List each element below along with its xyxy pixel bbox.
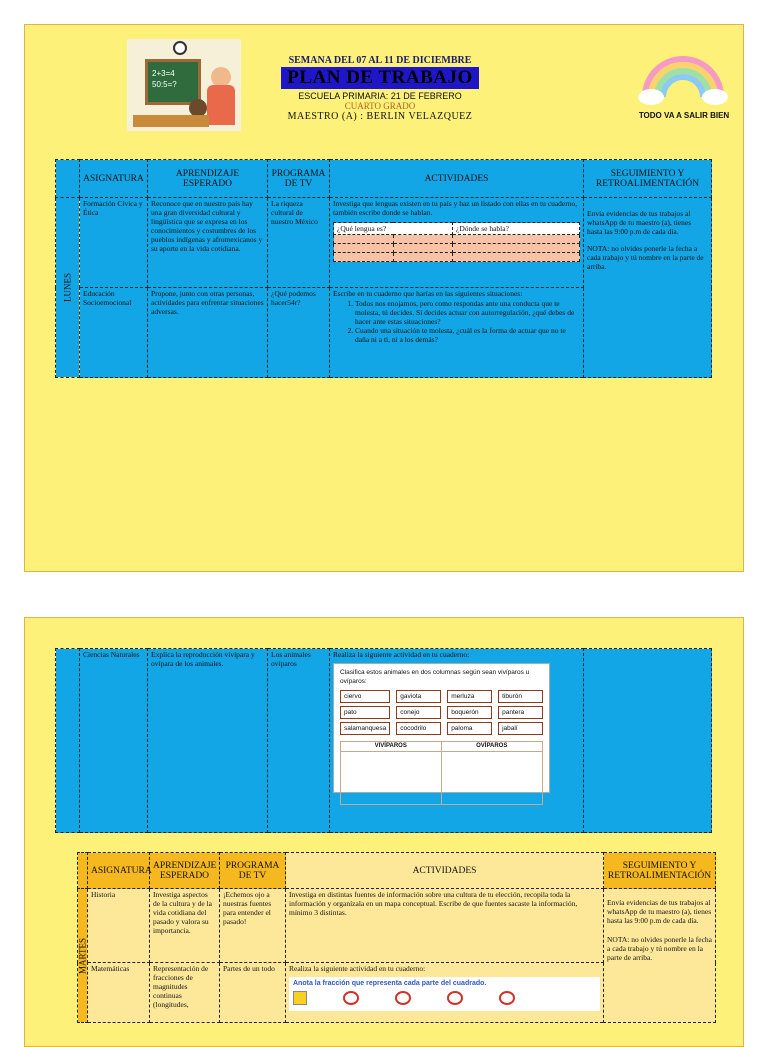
col-header-activities: ACTIVIDADES [330,160,584,198]
animal-word: pato [340,706,390,719]
col-header-learning: APRENDIZAJE ESPERADO [148,160,268,198]
learning-cell: Representación de fracciones de magnitudes continuas (longitudes, [150,963,220,1023]
col-header-learning: APRENDIZAJE ESPERADO [150,853,220,889]
col-header-tv: PROGRAMA DE TV [220,853,286,889]
answer-oval-icon [499,991,515,1005]
mini-header: ¿Dónde se habla? [453,223,580,235]
mini-cell [453,235,580,244]
activity-cell [330,649,584,833]
page-2 [24,617,744,1047]
classroom-illustration [127,39,241,131]
corner-cell [78,853,88,889]
animal-word: conejo [396,706,441,719]
clock-icon [173,41,187,55]
activity-list [355,299,580,344]
plan-table-monday [55,159,712,378]
teacher-label: MAESTRO (A) : BERLIN VELAZQUEZ [287,111,473,122]
answer-oval-icon [343,991,359,1005]
day-label: LUNES [56,198,80,378]
col-header-activities: ACTIVIDADES [286,853,604,889]
fraction-title: Anota la fracción que representa cada parte del cuadrado. [293,980,487,987]
col-header-followup: SEGUIMIENTO Y RETROALIMENTACIÓN [584,160,712,198]
teacher-body-icon [207,85,235,125]
learning-cell: Propone, junto con otras personas, actividades para enfrentar situaciones adversas. [148,288,268,378]
tv-cell: La riqueza cultural de nuestro México [268,198,330,288]
activity-intro: Escribe en tu cuaderno que harías en las siguientes situaciones: [333,289,523,298]
answer-oval-icon [447,991,463,1005]
activity-text: Investiga que lenguas existen en tu país y haz un listado con ellas en tu cuaderno, también escribe donde se hablan. [333,199,578,217]
subject-cell: Historia [88,889,150,963]
animal-words [340,690,543,735]
followup-note: NOTA: no olvides ponerle la fecha a cada trabajo y tú nombre en la parte de arriba. [607,935,712,962]
plan-table-tuesday [77,852,716,1023]
board-line: 2+3=4 [152,69,175,78]
col-viviparos [341,742,442,804]
activity-cell [330,198,584,288]
followup-cell [584,198,712,378]
exercise-prompt: Clasifica estos animales en dos columnas según sean vivíparos u ovíparos: [340,669,530,685]
fraction-exercise [289,977,600,1011]
day-cell-empty [56,649,80,833]
motto-text: TODO VA A SALIR BIEN [638,111,730,120]
tv-cell: Los animales ovíparos [268,649,330,833]
activity-cell [330,288,584,378]
tv-cell: ¡Echemos ojo a nuestras fuentes para entender el pasado! [220,889,286,963]
mini-cell [334,253,394,262]
activity-item: 1. Todos nos enojamos, pero como respondas ante una conducta que te molesta, tú decides. Si decides actuar con autorregulación, ¿qué debes de hacer ante estas situaciones? [355,299,580,326]
col-viviparos-label: VIVÍPAROS [341,742,441,752]
activity-text: Realiza la siguiente actividad en tu cuaderno: [333,650,470,659]
col-oviparos [442,742,543,804]
subject-cell: Formación Cívica y Ética [80,198,148,288]
page-1 [24,24,744,572]
grade-label: CUARTO GRADO [344,101,416,111]
tv-cell: Partes de un todo [220,963,286,1023]
answer-oval-icon [395,991,411,1005]
board-line: 50:5=? [152,80,177,89]
animals-exercise [333,663,550,793]
col-oviparos-label: OVÍPAROS [442,742,543,752]
animal-word: ciervo [340,690,390,703]
followup-cell [584,649,712,833]
languages-table [333,222,580,262]
mini-cell [393,235,453,244]
col-header-followup: SEGUIMIENTO Y RETROALIMENTACIÓN [604,853,716,889]
subject-cell: Matemáticas [88,963,150,1023]
title-block [255,55,505,122]
teacher-head-icon [211,67,231,87]
followup-cell [604,889,716,1023]
mini-header: ¿Qué lengua es? [334,223,453,235]
square-figure-icon [293,991,307,1005]
school-label: ESCUELA PRIMARIA: 21 DE FEBRERO [298,91,462,101]
animal-word: paloma [447,722,492,735]
activity-item: 2. Cuando una situación te molesta, ¿cuál es la forma de actuar que no te daña ni a ti, ni a los demás? [355,326,580,344]
classification-table [340,741,543,805]
animal-word: merluza [447,690,492,703]
subject-cell: Ciencias Naturales [80,649,148,833]
followup-text: Envía evidencias de tus trabajos al whatsApp de tu maestro (a), tienes hasta las 9:00 p.m de cada día. [587,209,692,236]
animal-word: pantera [498,706,543,719]
col-header-subject: ASIGNATURA [80,160,148,198]
activity-cell [286,963,604,1023]
learning-cell: Explica la reproducción vivípara y ovípara de los animales. [148,649,268,833]
animal-word: salamanquesa [340,722,390,735]
col-header-tv: PROGRAMA DE TV [268,160,330,198]
activity-text: Realiza la siguiente actividad en tu cuaderno: [289,964,426,973]
mini-cell [453,253,580,262]
mini-cell [334,244,394,253]
learning-cell: Reconoce que en nuestro país hay una gran diversidad cultural y lingüística que se expresa en los conocimientos y costumbres de los pueblos indígenas y afromexicanos y su aporte en la vida cotidiana. [148,198,268,288]
mini-cell [393,244,453,253]
chalkboard [145,59,201,105]
subject-cell: Educación Socioemocional [80,288,148,378]
corner-cell [56,160,80,198]
science-table [55,648,712,833]
followup-text: Envía evidencias de tus trabajos al whatsApp de tu maestro (a), tienes hasta las 9:00 p.m de cada día. [607,898,712,925]
page-title: PLAN DE TRABAJO [281,67,479,89]
col-header-subject: ASIGNATURA [88,853,150,889]
animal-word: boquerón [447,706,492,719]
mini-cell [393,253,453,262]
animal-word: gaviota [396,690,441,703]
learning-cell: Investiga aspectos de la cultura y de la vida cotidiana del pasado y valora su importancia. [150,889,220,963]
tv-cell: ¿Qué podemos hacer54r? [268,288,330,378]
rainbow-icon [637,47,729,105]
animal-word: jabalí [498,722,543,735]
activity-cell: Investiga en distintas fuentes de información sobre una cultura de tu elección, recopila toda la información y organízala en un mapa conceptual. Escribe de que fuentes sacaste la información, mínimo 3 distintas. [286,889,604,963]
week-label: SEMANA DEL 07 AL 11 DE DICIEMBRE [288,55,472,66]
followup-note: NOTA: no olvides ponerle la fecha a cada trabajo y tú nombre en la parte de arriba. [587,244,704,271]
mini-cell [453,244,580,253]
animal-word: tiburón [498,690,543,703]
day-label: MARTES [78,889,88,1023]
animal-word: cocodrilo [396,722,441,735]
mini-cell [334,235,394,244]
desk-icon [133,115,209,127]
